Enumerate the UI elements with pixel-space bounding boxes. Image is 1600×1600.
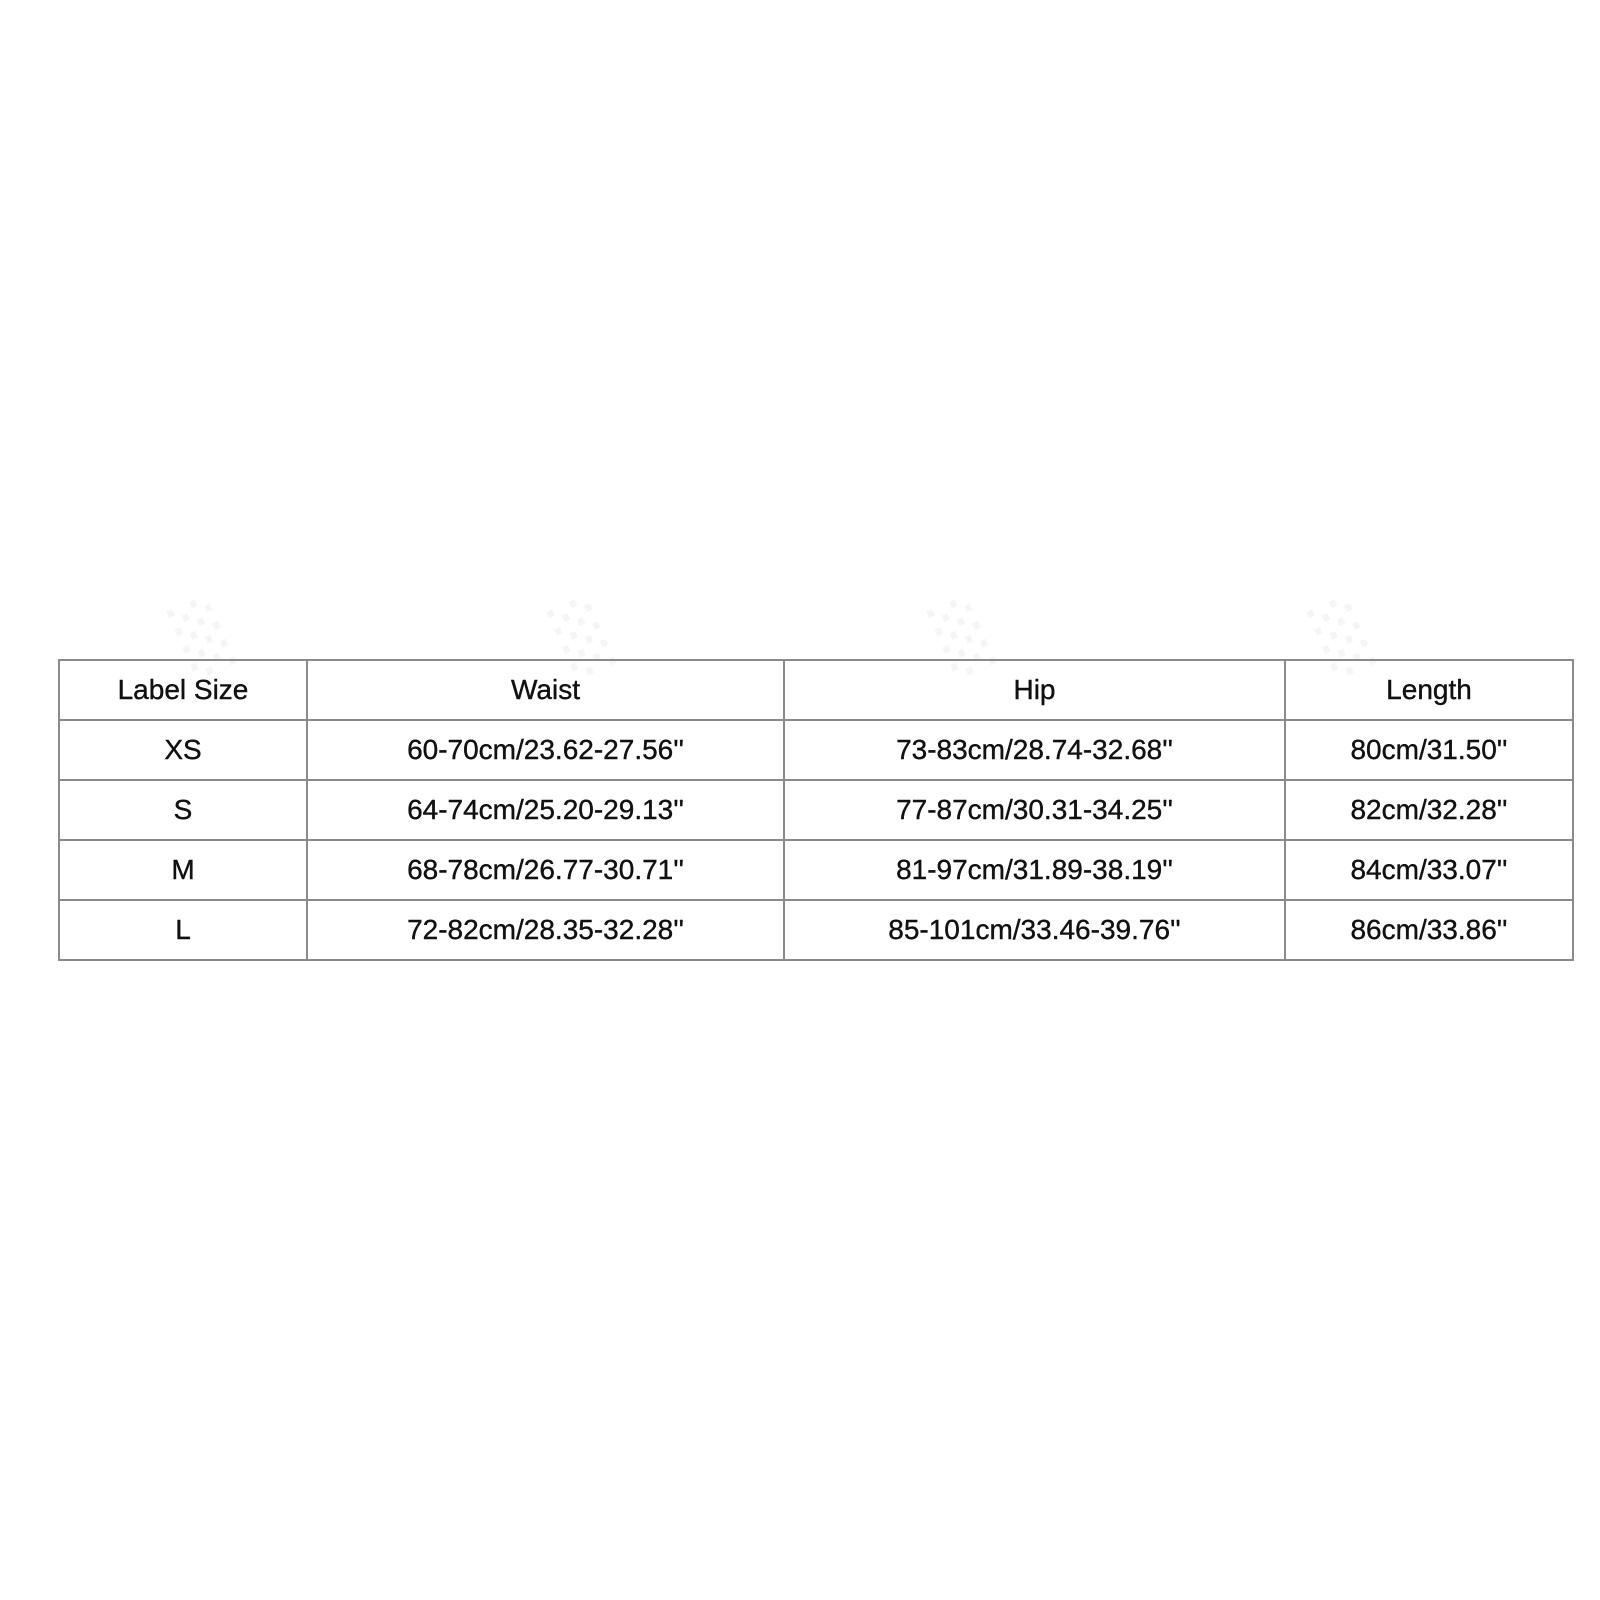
watermark: ░ [927,593,1003,681]
watermark: ░ [1307,593,1383,681]
cell-size: XS [59,720,307,780]
watermark: ░ [547,593,623,681]
cell-hip: 85-101cm/33.46-39.76'' [784,900,1285,960]
header-hip: Hip [784,660,1285,720]
table-row [59,780,1573,840]
cell-hip: 81-97cm/31.89-38.19'' [784,840,1285,900]
cell-length: 84cm/33.07'' [1285,840,1573,900]
cell-hip: 77-87cm/30.31-34.25'' [784,780,1285,840]
table-row [59,720,1573,780]
cell-length: 82cm/32.28'' [1285,780,1573,840]
table-row [59,840,1573,900]
cell-size: S [59,780,307,840]
table-row [59,900,1573,960]
cell-waist: 68-78cm/26.77-30.71'' [307,840,784,900]
header-waist: Waist [307,660,784,720]
cell-waist: 64-74cm/25.20-29.13'' [307,780,784,840]
header-row [59,660,1573,720]
cell-length: 80cm/31.50'' [1285,720,1573,780]
header-label-size: Label Size [59,660,307,720]
cell-hip: 73-83cm/28.74-32.68'' [784,720,1285,780]
cell-size: L [59,900,307,960]
cell-length: 86cm/33.86'' [1285,900,1573,960]
cell-size: M [59,840,307,900]
size-chart-table [58,659,1574,961]
cell-waist: 72-82cm/28.35-32.28'' [307,900,784,960]
watermark: ░ [167,593,243,681]
header-length: Length [1285,660,1573,720]
cell-waist: 60-70cm/23.62-27.56'' [307,720,784,780]
